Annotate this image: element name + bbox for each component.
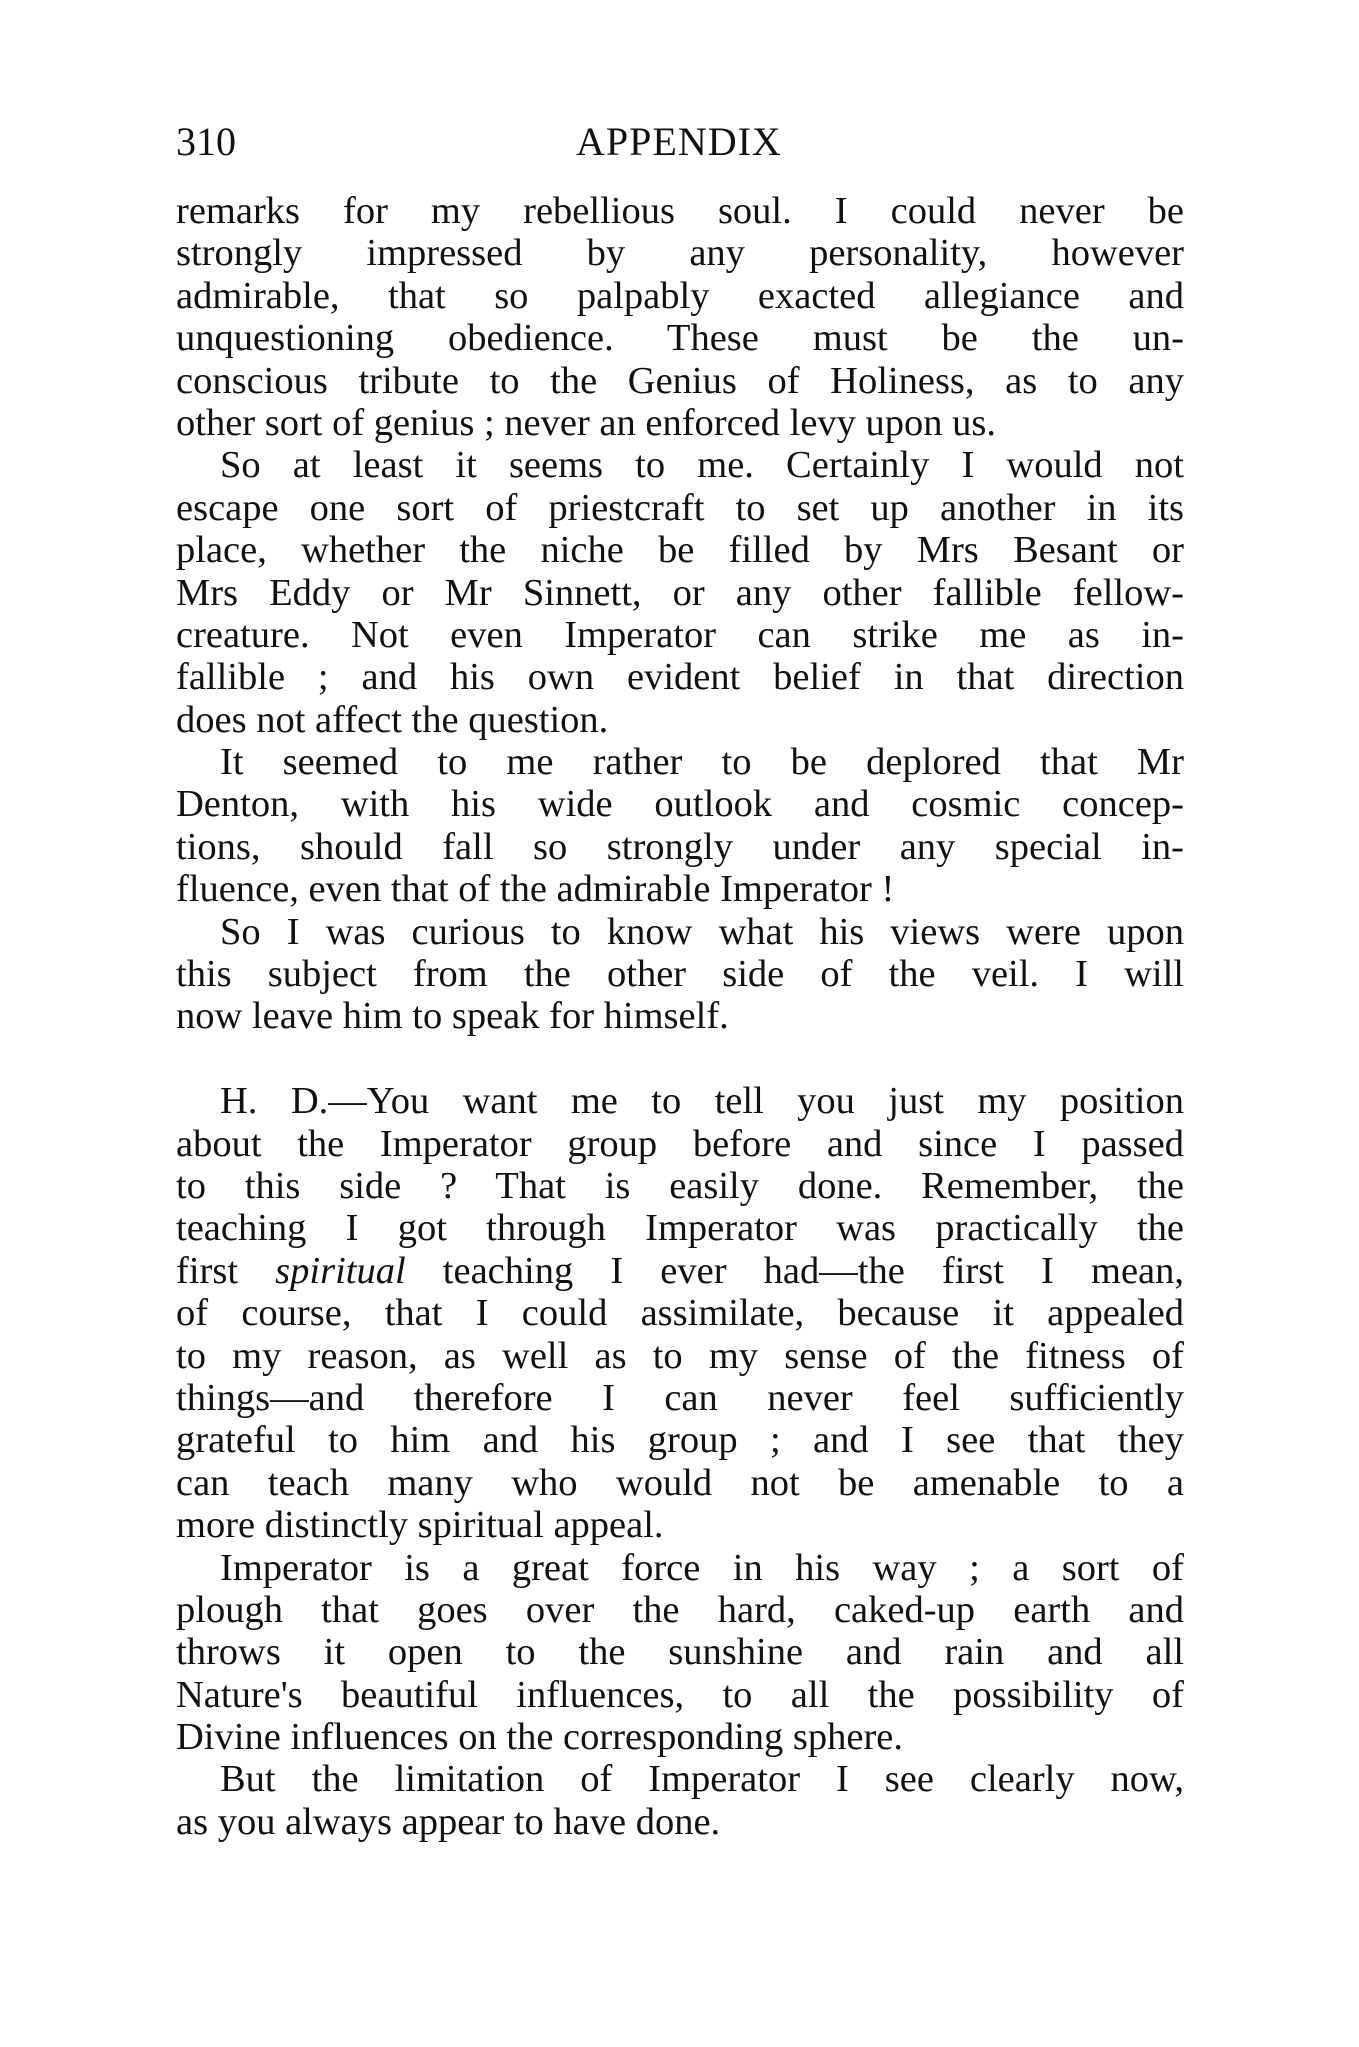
text-line: does not affect the question. (176, 698, 609, 741)
text-line: admirable, that so palpably exacted allegiance and (176, 274, 1184, 317)
text-line: escape one sort of priestcraft to set up another in its (176, 486, 1184, 529)
text-line: more distinctly spiritual appeal. (176, 1504, 664, 1547)
text-line: about the Imperator group before and since I passed (176, 1122, 1184, 1165)
text-line: strongly impressed by any personality, however (176, 232, 1184, 275)
text-line: So at least it seems to me. Certainly I would not (220, 444, 1184, 487)
text-run: first (176, 1249, 276, 1292)
text-line: H. D.—You want me to tell you just my position (220, 1080, 1184, 1123)
text-line: things—and therefore I can never feel sufficiently (176, 1376, 1184, 1419)
text-line: So I was curious to know what his views were upon (220, 910, 1184, 953)
text-line (176, 1250, 1184, 1292)
paragraph (176, 911, 1184, 1038)
running-title: APPENDIX (576, 119, 782, 164)
text-line: creature. Not even Imperator can strike me as in- (176, 613, 1184, 656)
text-line: can teach many who would not be amenable to a (176, 1461, 1184, 1504)
text-line: Denton, with his wide outlook and cosmic concep- (176, 783, 1184, 826)
text-line: fallible ; and his own evident belief in that direction (176, 656, 1184, 699)
section-gap (176, 1038, 1184, 1080)
text-line: Mrs Eddy or Mr Sinnett, or any other fallible fellow- (176, 571, 1184, 614)
paragraph (176, 1758, 1184, 1843)
paragraph (176, 1547, 1184, 1759)
page-number: 310 (176, 119, 236, 164)
text-line: grateful to him and his group ; and I see that they (176, 1419, 1184, 1462)
text-line: teaching I got through Imperator was practically the (176, 1207, 1184, 1250)
text-line: of course, that I could assimilate, because it appealed (176, 1292, 1184, 1335)
text-line: fluence, even that of the admirable Imperator ! (176, 868, 895, 911)
paragraph (176, 741, 1184, 911)
paragraph (176, 444, 1184, 741)
text-line: unquestioning obedience. These must be the un- (176, 317, 1184, 360)
text-line: Imperator is a great force in his way ; a sort of (220, 1546, 1184, 1589)
text-line: It seemed to me rather to be deplored that Mr (220, 741, 1184, 784)
text-line: to this side ? That is easily done. Remember, the (176, 1164, 1184, 1207)
paragraph (176, 1080, 1184, 1546)
text-line: throws it open to the sunshine and rain and all (176, 1631, 1184, 1674)
text-run: teaching I ever had—the first I mean, (405, 1249, 1184, 1292)
text-line: as you always appear to have done. (176, 1800, 721, 1843)
text-line: tions, should fall so strongly under any special in- (176, 825, 1184, 868)
text-line: Nature's beautiful influences, to all the possibility of (176, 1673, 1184, 1716)
page-header (176, 112, 1184, 172)
paragraph (176, 190, 1184, 444)
text-line: remarks for my rebellious soul. I could never be (176, 190, 1184, 232)
text-line: this subject from the other side of the veil. I will (176, 953, 1184, 996)
text-line: to my reason, as well as to my sense of the fitness of (176, 1334, 1184, 1377)
text-line: place, whether the niche be filled by Mrs Besant or (176, 529, 1184, 572)
text-line: But the limitation of Imperator I see clearly now, (220, 1758, 1184, 1801)
text-line: now leave him to speak for himself. (176, 995, 729, 1038)
text-line: conscious tribute to the Genius of Holiness, as to any (176, 359, 1184, 402)
text-line: plough that goes over the hard, caked-up earth and (176, 1588, 1184, 1631)
body-text (176, 190, 1184, 1843)
italic-word: spiritual (275, 1249, 406, 1292)
text-line: Divine influences on the corresponding sphere. (176, 1716, 904, 1759)
text-line: other sort of genius ; never an enforced levy upon us. (176, 401, 997, 444)
